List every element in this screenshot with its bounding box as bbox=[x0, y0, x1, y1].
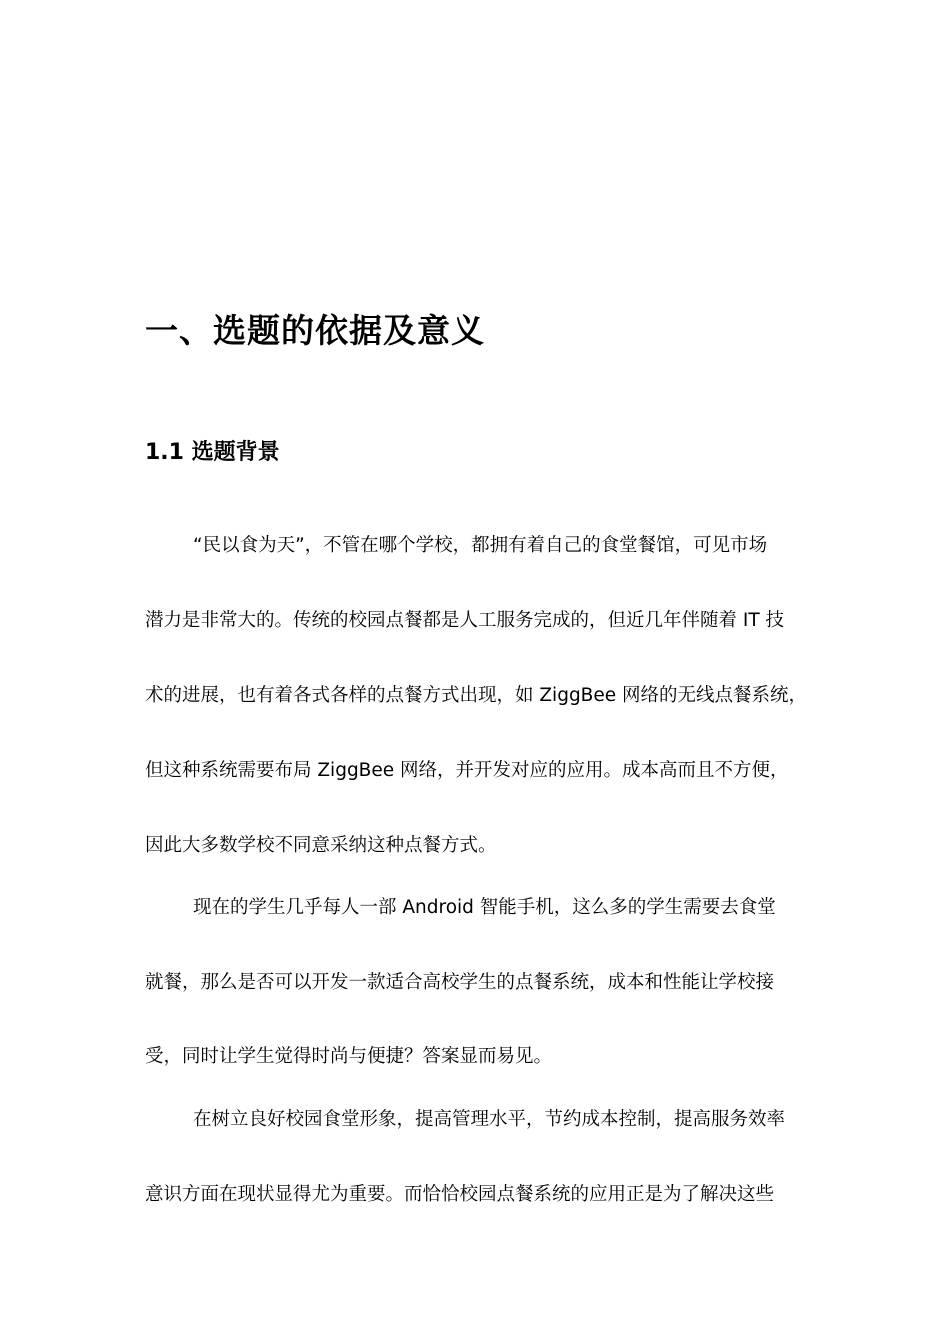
paragraph-line: 意识方面在现状显得尤为重要。而恰恰校园点餐系统的应用正是为了解决这些 bbox=[145, 1184, 775, 1205]
paragraph-line: 就餐，那么是否可以开发一款适合高校学生的点餐系统，成本和性能让学校接 bbox=[145, 972, 775, 993]
paragraph-line: “民以食为天”，不管在哪个学校，都拥有着自己的食堂餐馆，可见市场 bbox=[193, 535, 768, 556]
paragraph-line: 但这种系统需要布局 ZiggBee 网络，并开发对应的应用。成本高而且不方便， bbox=[145, 760, 789, 781]
paragraph-line: 潜力是非常大的。传统的校园点餐都是人工服务完成的，但近几年伴随着 IT 技 bbox=[145, 610, 785, 631]
section-title: 1.1 选题背景 bbox=[145, 440, 280, 465]
paragraph-line: 因此大多数学校不同意采纳这种点餐方式。 bbox=[145, 835, 497, 856]
paragraph-line: 现在的学生几乎每人一部 Android 智能手机，这么多的学生需要去食堂 bbox=[193, 897, 776, 918]
paragraph-line: 受，同时让学生觉得时尚与便捷？答案显而易见。 bbox=[145, 1046, 553, 1067]
chapter-title: 一、选题的依据及意义 bbox=[145, 311, 485, 350]
paragraph-line: 术的进展，也有着各式各样的点餐方式出现，如 ZiggBee 网络的无线点餐系统， bbox=[145, 685, 808, 706]
paragraph-line: 在树立良好校园食堂形象，提高管理水平，节约成本控制，提高服务效率 bbox=[193, 1109, 786, 1130]
